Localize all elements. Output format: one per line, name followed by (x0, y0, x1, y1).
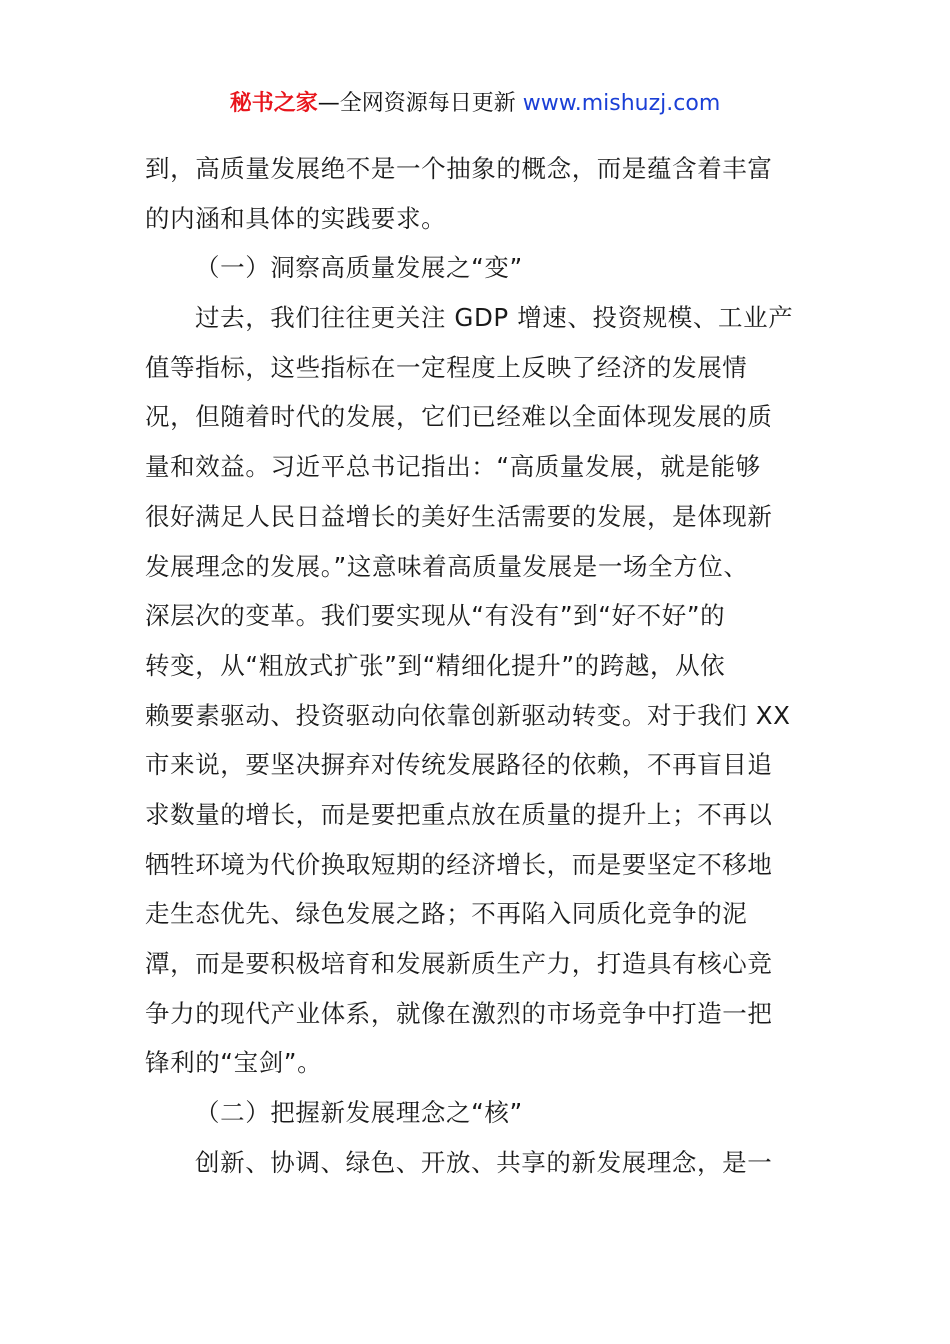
header-tagline: —全网资源每日更新 (317, 91, 523, 116)
body-line: 市来说，要坚决摒弃对传统发展路径的依赖，不再盲目追 (145, 750, 773, 780)
body-line: 很好满足人民日益增长的美好生活需要的发展，是体现新 (145, 501, 773, 531)
body-line: 况，但随着时代的发展，它们已经难以全面体现发展的质 (145, 402, 773, 432)
page-header (0, 86, 950, 122)
body-line: 值等指标，这些指标在一定程度上反映了经济的发展情 (145, 352, 748, 382)
body-line: 潭，而是要积极培育和发展新质生产力，打造具有核心竞 (145, 949, 773, 978)
body-line: 深层次的变革。我们要实现从“有没有”到“好不好”的 (145, 601, 726, 631)
body-line: 求数量的增长，而是要把重点放在质量的提升上；不再以 (145, 799, 773, 829)
body-line: 争力的现代产业体系，就像在激烈的市场竞争中打造一把 (145, 998, 773, 1028)
body-line: （一）洞察高质量发展之“变” (195, 253, 523, 283)
body-line: （二）把握新发展理念之“核” (195, 1098, 523, 1128)
body-line: 过去，我们往往更关注 GDP 增速、投资规模、工业产 (195, 303, 794, 333)
header-brand: 秘书之家 (229, 91, 318, 116)
body-line: 牺牲环境为代价换取短期的经济增长，而是要坚定不移地 (145, 849, 773, 879)
body-line: 赖要素驱动、投资驱动向依靠创新驱动转变。对于我们 XX (145, 700, 791, 730)
body-line: 到，高质量发展绝不是一个抽象的概念，而是蕴含着丰富 (145, 154, 773, 183)
body-line: 创新、协调、绿色、开放、共享的新发展理念，是一 (195, 1147, 773, 1177)
body-line: 走生态优先、绿色发展之路；不再陷入同质化竞争的泥 (145, 899, 748, 929)
body-line: 转变，从“粗放式扩张”到“精细化提升”的跨越，从依 (145, 650, 726, 680)
body-line: 量和效益。习近平总书记指出：“高质量发展，就是能够 (145, 452, 761, 482)
body-line: 的内涵和具体的实践要求。 (145, 203, 447, 233)
body-line: 锋利的“宝剑”。 (145, 1048, 323, 1078)
body-line: 发展理念的发展。”这意味着高质量发展是一场全方位、 (145, 551, 749, 581)
header-url-link[interactable]: www.mishuzj.com (522, 91, 721, 116)
document-body (145, 144, 810, 1187)
